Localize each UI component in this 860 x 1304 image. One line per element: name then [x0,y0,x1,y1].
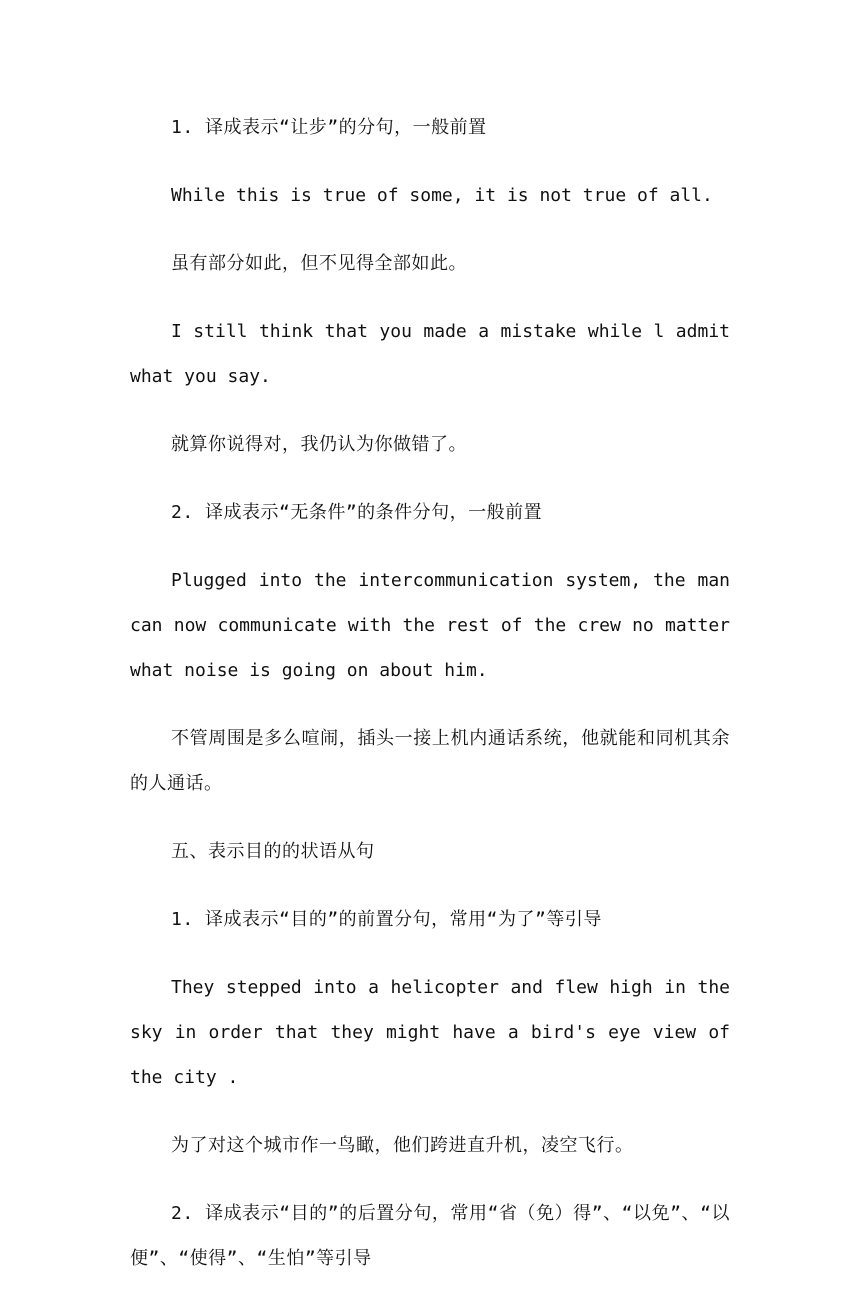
example-sentence-english: While this is true of some, it is not true of all. [171,185,713,206]
example-sentence-english: They stepped into a helicopter and flew high in the sky in order that they might have a bird's eye view of the city . [130,977,730,1088]
section-heading-unconditional: 2. 译成表示“无条件”的条件分句，一般前置 [171,502,543,523]
section-heading-concession: 1. 译成表示“让步”的分句，一般前置 [171,117,487,138]
example-sentence-english: Plugged into the intercommunication system, the man can now communicate with the rest of the crew no matter what noise is going on about him. [130,570,730,681]
chapter-heading-purpose-clause: 五、表示目的的状语从句 [171,841,375,862]
example-translation-chinese: 不管周围是多么喧闹，插头一接上机内通话系统，他就能和同机其余的人通话。 [130,728,730,794]
section-heading-purpose-preposed: 1. 译成表示“目的”的前置分句，常用“为了”等引导 [171,909,602,930]
example-sentence-english: I still think that you made a mistake while l admit what you say. [130,321,730,387]
example-translation-chinese: 虽有部分如此，但不见得全部如此。 [171,253,467,274]
section-heading-purpose-postposed: 2. 译成表示“目的”的后置分句，常用“省（免）得”、“以免”、“以便”、“使得”、“生怕”等引导 [130,1203,730,1269]
example-translation-chinese: 就算你说得对，我仍认为你做错了。 [171,434,467,455]
document-body [130,105,730,1304]
example-translation-chinese: 为了对这个城市作一鸟瞰，他们跨进直升机，凌空飞行。 [171,1135,634,1156]
